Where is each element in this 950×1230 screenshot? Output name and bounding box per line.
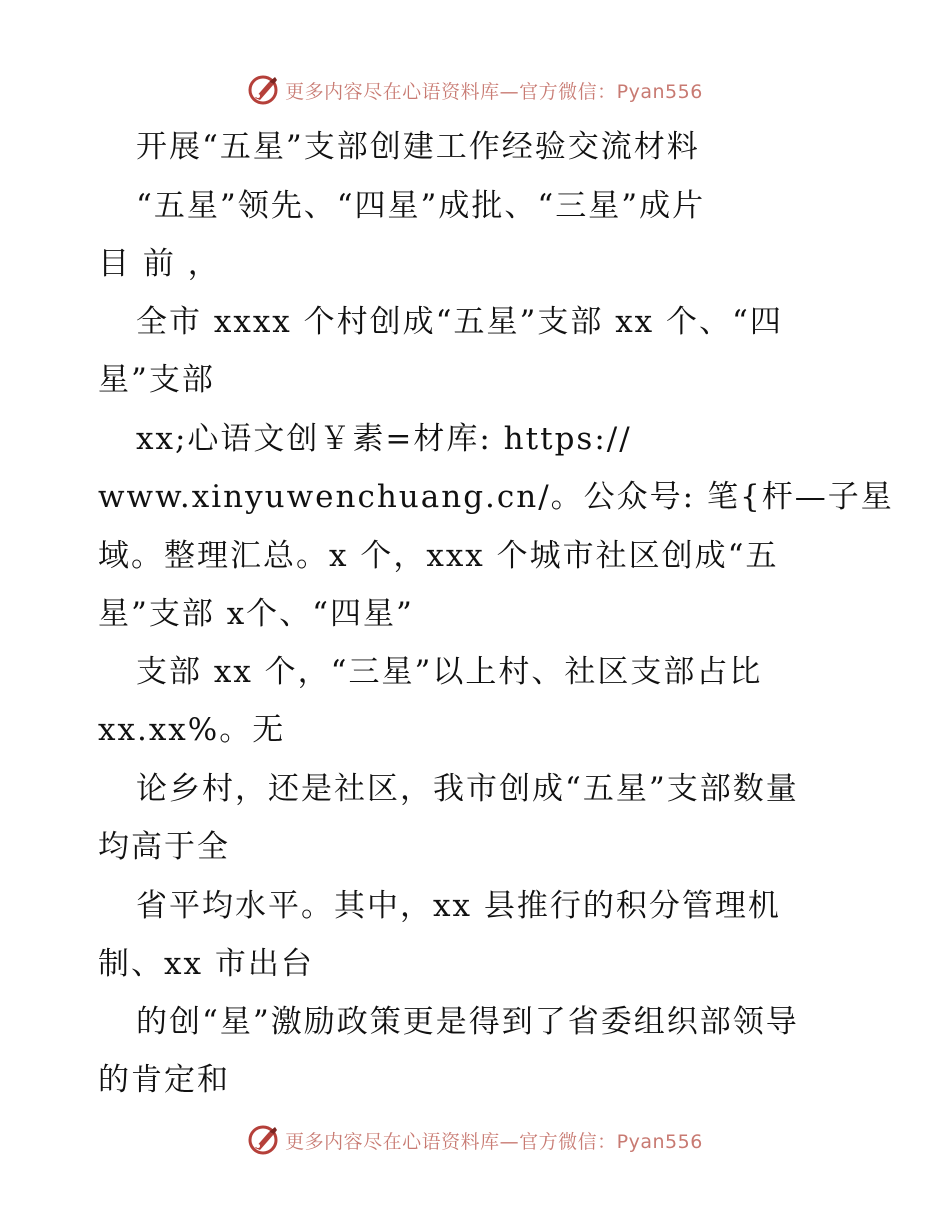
paragraph-line: www.xinyuwenchuang.cn/。公众号: 笔{杆—子星	[98, 479, 894, 515]
paragraph-line: 均高于全	[98, 829, 230, 865]
paragraph-line: 域。整理汇总。x 个，xxx 个城市社区创成“五	[98, 538, 779, 574]
pen-logo-icon	[247, 1123, 281, 1157]
paragraph-line: 的创“星”激励政策更是得到了省委组织部领导	[136, 1004, 799, 1040]
header-banner-text: 更多内容尽在心语资料库—官方微信：Pyan556	[285, 80, 703, 103]
paragraph-line: 论乡村，还是社区，我市创成“五星”支部数量	[136, 771, 799, 807]
paragraph-line: 全市 xxxx 个村创成“五星”支部 xx 个、“四	[136, 304, 783, 340]
document-subtitle: “五星”领先、“四星”成批、“三星”成片	[136, 188, 706, 224]
paragraph-line: 省平均水平。其中，xx 县推行的积分管理机	[136, 888, 781, 924]
paragraph-line: 支部 xx 个，“三星”以上村、社区支部占比	[136, 654, 763, 690]
paragraph-line: 星”支部	[98, 362, 215, 398]
footer-banner	[0, 1120, 950, 1160]
paragraph-line: 制、xx 市出台	[98, 946, 314, 982]
paragraph-line: 星”支部 x个、“四星”	[98, 596, 414, 632]
paragraph-line: 目 前 ，	[98, 246, 221, 282]
document-title: 开展“五星”支部创建工作经验交流材料	[136, 129, 700, 165]
paragraph-line: 的肯定和	[98, 1062, 230, 1098]
paragraph-line: xx.xx%。无	[98, 712, 286, 748]
paragraph-line: xx;心语文创￥素=材库: https://	[136, 421, 632, 457]
footer-banner-text: 更多内容尽在心语资料库—官方微信：Pyan556	[285, 1130, 703, 1153]
